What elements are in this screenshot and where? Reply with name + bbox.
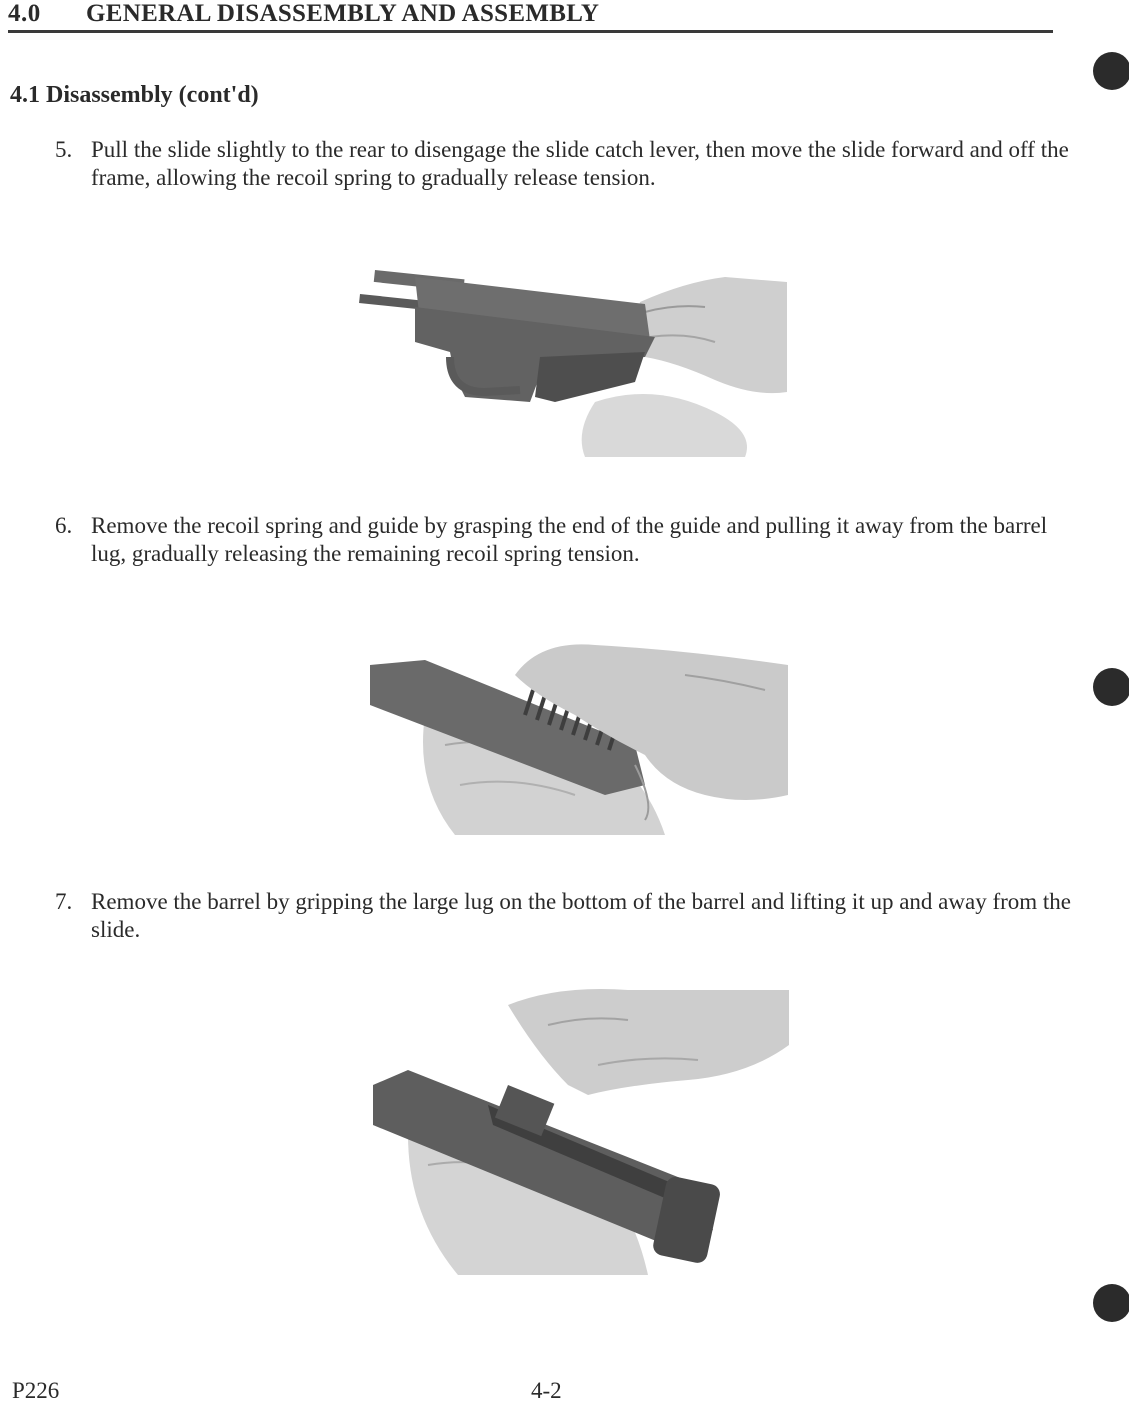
subsection-heading: 4.1 Disassembly (cont'd) — [10, 82, 259, 108]
step-5 — [0, 136, 1129, 196]
binder-hole-bottom — [1093, 1284, 1129, 1322]
photo-slide-removal — [355, 262, 790, 457]
binder-hole-top — [1093, 52, 1129, 90]
footer-page-number: 4-2 — [531, 1378, 562, 1403]
step-text: Remove the recoil spring and guide by grasping the end of the guide and pulling it away from the barrel lug, gradually releasing the remaining recoil spring tension. — [91, 513, 1048, 566]
step-6 — [0, 512, 1129, 572]
step-number: 5. — [55, 137, 73, 162]
photo-barrel-removal — [368, 985, 793, 1275]
footer-model: P226 — [12, 1378, 60, 1403]
step-number: 7. — [55, 889, 73, 914]
section-header — [8, 0, 1053, 33]
section-title: GENERAL DISASSEMBLY AND ASSEMBLY — [86, 0, 600, 27]
binder-hole-middle — [1093, 668, 1129, 706]
photo-recoil-spring-removal — [365, 635, 790, 835]
step-7 — [0, 888, 1129, 948]
step-number: 6. — [55, 513, 73, 538]
step-text: Remove the barrel by gripping the large lug on the bottom of the barrel and lifting it up and away from the slide. — [91, 889, 1072, 942]
section-number: 4.0 — [8, 0, 41, 27]
step-text: Pull the slide slightly to the rear to disengage the slide catch lever, then move the slide forward and off the frame, allowing the recoil spring to gradually release tension. — [91, 137, 1069, 190]
